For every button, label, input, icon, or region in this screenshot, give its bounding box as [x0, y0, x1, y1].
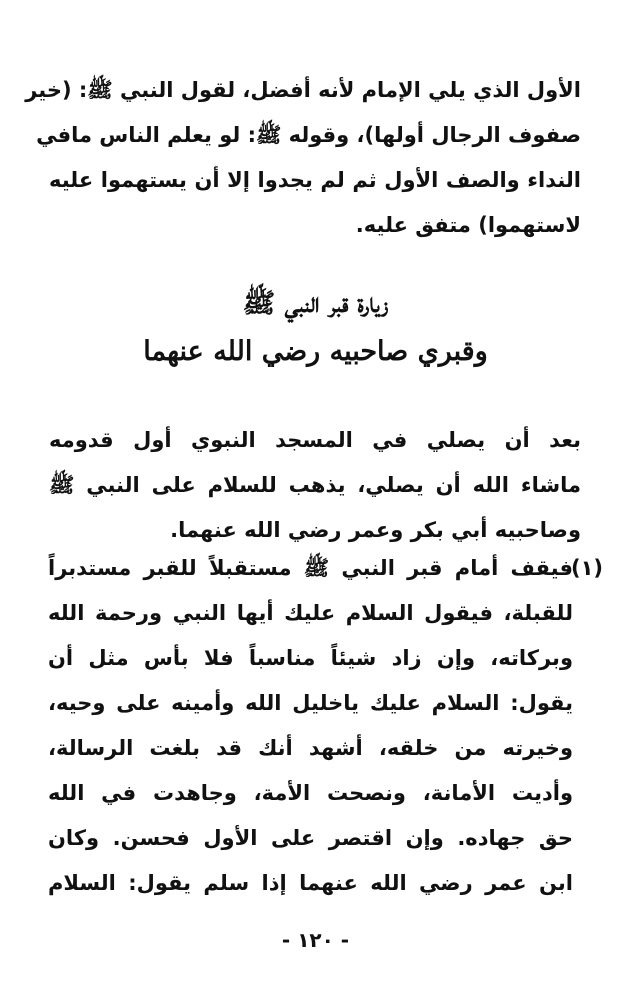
page-number: - ١٢٠ - [281, 928, 350, 952]
text-line: وأديت الأمانة، ونصحت الأمة، وجاهدت في الله [48, 781, 573, 805]
text-line: فيقف أمام قبر النبي ﷺ مستقبلاً للقبر مستدبراً [48, 556, 573, 580]
text-line: ابن عمر رضي الله عنهما إذا سلم يقول: السلام [48, 871, 573, 895]
text-line: وبركاته، وإن زاد شيئاً مناسباً فلا بأس مثل أن [48, 646, 573, 670]
text-line: صفوف الرجال أولها)، وقوله ﷺ: لو يعلم الناس مافي [36, 123, 581, 147]
text-line: الأول الذي يلي الإمام لأنه أفضل، لقول النبي ﷺ: (خير [25, 78, 581, 102]
text-line: حق جهاده. وإن اقتصر على الأول فحسن. وكان [48, 826, 573, 850]
text-line: وخيرته من خلقه، أشهد أنك قد بلغت الرسالة، [48, 736, 573, 760]
item-body [48, 546, 573, 906]
text-line: بعد أن يصلي في المسجد النبوي أول قدومه [49, 428, 581, 452]
text-line: وصاحبيه أبي بكر وعمر رضي الله عنهما. [170, 518, 581, 542]
text-line: النداء والصف الأول ثم لم يجدوا إلا أن يستهموا عليه [49, 168, 581, 192]
section-heading-line-1: زيارة قبر النبي ﷺ [242, 288, 389, 319]
text-line: ماشاء الله أن يصلي، يذهب للسلام على النبي ﷺ [49, 473, 581, 497]
numbered-item-1 [48, 546, 603, 916]
text-line: للقبلة، فيقول السلام عليك أيها النبي ورحمة الله [48, 601, 573, 625]
text-line: يقول: السلام عليك ياخليل الله وأمينه على وحيه، [48, 691, 573, 715]
item-number: (١) [570, 556, 603, 580]
text-line: لاستهموا) متفق عليه. [355, 213, 581, 237]
continuation-paragraph [25, 68, 581, 248]
intro-paragraph [49, 418, 581, 553]
section-heading-line-2: وقبري صاحبيه رضي الله عنهما [143, 336, 488, 367]
